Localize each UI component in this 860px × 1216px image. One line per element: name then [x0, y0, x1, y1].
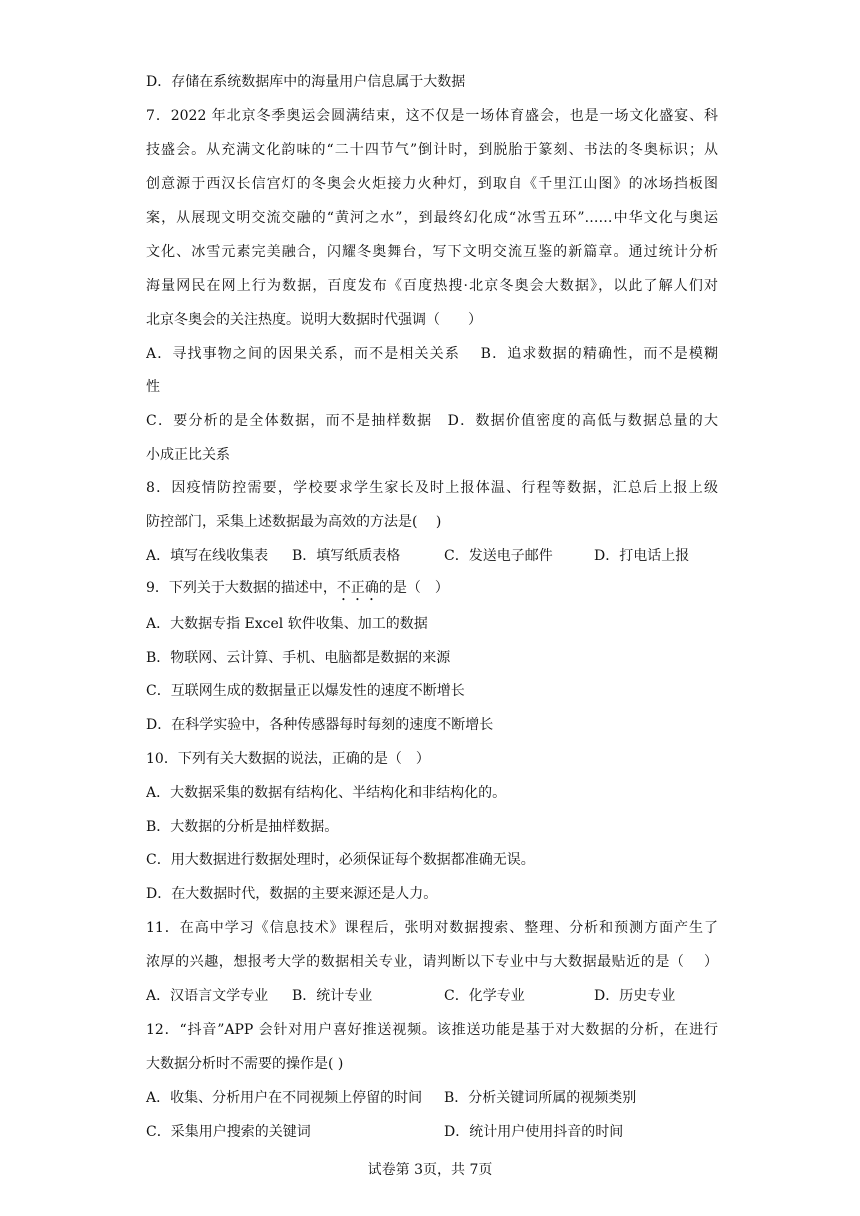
q9-stem-emphasis: 不正确 — [336, 580, 379, 596]
q12-stem-line-1: 12．“抖音”APP 会针对用户喜好推送视频。该推送功能是基于对大数据的分析，在进行 — [146, 1022, 718, 1038]
q11-stem-line-1: 11．在高中学习《信息技术》课程后，张明对数据搜索、整理、分析和预测方面产生了 — [146, 920, 718, 936]
q7-stem-line-4: 案，从展现文明交流交融的“黄河之水”，到最终幻化成“冰雪五环”……中华文化与奥运 — [146, 210, 718, 226]
q12-options-row-2 — [146, 1122, 718, 1142]
q8-stem-line-2: 防控部门，采集上述数据最为高效的方法是( ) — [146, 514, 442, 530]
q9-option-a: A．大数据专指 Excel 软件收集、加工的数据 — [146, 616, 428, 632]
q11-option-a: A．汉语言文学专业 — [146, 988, 269, 1004]
q8-stem-line-1: 8．因疫情防控需要，学校要求学生家长及时上报体温、行程等数据，汇总后上报上级 — [146, 480, 718, 496]
q6-option-d: D．存储在系统数据库中的海量用户信息属于大数据 — [146, 74, 466, 90]
q10-option-d: D．在大数据时代，数据的主要来源还是人力。 — [146, 886, 438, 902]
q11-stem-line-2: 浓厚的兴趣，想报考大学的数据相关专业，请判断以下专业中与大数据最贴近的是（ ） — [146, 954, 718, 970]
q7-options-line-3: C．要分析的是全体数据，而不是抽样数据 D．数据价值密度的高低与数据总量的大 — [146, 413, 718, 429]
q7-options-line-2: 性 — [146, 379, 160, 395]
q10-option-a: A．大数据采集的数据有结构化、半结构化和非结构化的。 — [146, 785, 507, 801]
page-footer: 试卷第 3页，共 7页 — [367, 1162, 493, 1178]
q7-stem-line-5: 文化、冰雪元素完美融合，闪耀冬奥舞台，写下文明交流互鉴的新篇章。通过统计分析 — [146, 244, 718, 260]
q8-option-d: D．打电话上报 — [594, 548, 690, 564]
q10-option-b: B．大数据的分析是抽样数据。 — [146, 819, 339, 835]
q8-option-b: B．填写纸质表格 — [292, 548, 401, 564]
q12-options-row-1 — [146, 1088, 718, 1108]
q7-options-line-4: 小成正比关系 — [146, 447, 230, 463]
q12-stem-line-2: 大数据分析时不需要的操作是( ) — [146, 1056, 344, 1072]
q9-stem — [146, 578, 718, 604]
q7-options-line-1: A．寻找事物之间的因果关系，而不是相关关系 B．追求数据的精确性，而不是模糊 — [146, 346, 718, 362]
q10-option-c: C．用大数据进行数据处理时，必须保证每个数据都准确无误。 — [146, 852, 535, 868]
q11-option-d: D．历史专业 — [594, 988, 676, 1004]
q11-option-b: B．统计专业 — [292, 988, 373, 1004]
q11-option-c: C．化学专业 — [444, 988, 525, 1004]
q9-stem-prefix: 9．下列关于大数据的描述中， — [146, 580, 337, 596]
q7-stem-line-1: 7．2022 年北京冬季奥运会圆满结束，这不仅是一场体育盛会，也是一场文化盛宴、科 — [146, 108, 718, 124]
q7-stem-line-6: 海量网民在网上行为数据，百度发布《百度热搜·北京冬奥会大数据》，以此了解人们对 — [146, 278, 718, 294]
q12-option-b: B．分析关键词所属的视频类别 — [444, 1090, 637, 1106]
q7-stem-line-2: 技盛会。从充满文化韵味的“二十四节气”倒计时，到脱胎于篆刻、书法的冬奥标识；从 — [146, 142, 718, 158]
q12-option-a: A．收集、分析用户在不同视频上停留的时间 — [146, 1090, 423, 1106]
q12-option-c: C．采集用户搜索的关键词 — [146, 1124, 311, 1140]
q8-option-a: A．填写在线收集表 — [146, 548, 269, 564]
q11-options-row — [146, 986, 718, 1006]
q9-stem-suffix: 的是（ ） — [378, 580, 449, 596]
q8-option-c: C．发送电子邮件 — [444, 548, 553, 564]
q9-option-c: C．互联网生成的数据量正以爆发性的速度不断增长 — [146, 683, 465, 699]
q7-stem-line-7: 北京冬奥会的关注热度。说明大数据时代强调（ ） — [146, 312, 482, 328]
q7-stem-line-3: 创意源于西汉长信宫灯的冬奥会火炬接力火种灯，到取自《千里江山图》的冰场挡板图 — [146, 176, 718, 192]
q10-stem: 10．下列有关大数据的说法，正确的是（ ） — [146, 751, 430, 767]
q12-option-d: D．统计用户使用抖音的时间 — [444, 1124, 624, 1140]
q9-option-d: D．在科学实验中，各种传感器每时每刻的速度不断增长 — [146, 717, 494, 733]
q9-option-b: B．物联网、云计算、手机、电脑都是数据的来源 — [146, 650, 451, 666]
q8-options-row — [146, 546, 718, 566]
